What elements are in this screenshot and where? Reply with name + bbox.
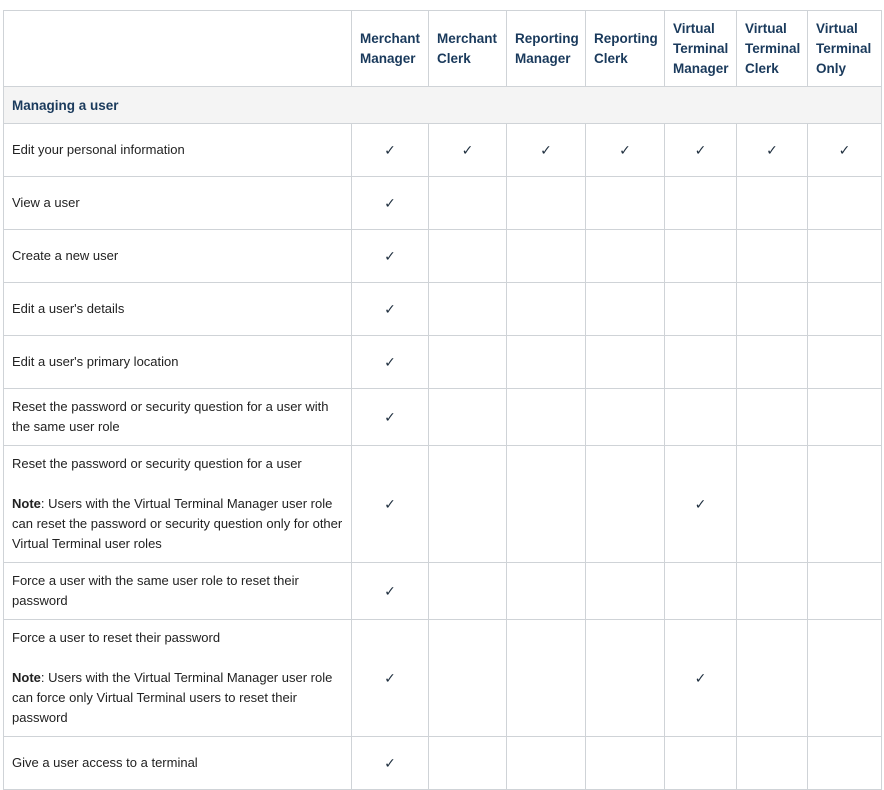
empty-cell xyxy=(808,177,882,230)
note-text: : Users with the Virtual Terminal Manager user role can reset the password or security question only for other Virtual Terminal user roles xyxy=(12,496,343,551)
permission-label xyxy=(4,283,352,336)
empty-cell xyxy=(665,177,737,230)
empty-cell xyxy=(737,230,808,283)
check-icon: ✓ xyxy=(737,124,808,177)
empty-cell xyxy=(586,230,665,283)
check-icon: ✓ xyxy=(352,446,429,563)
permission-text: Create a new user xyxy=(12,248,119,263)
empty-cell xyxy=(507,620,586,737)
empty-cell xyxy=(429,177,507,230)
check-icon: ✓ xyxy=(507,124,586,177)
empty-cell xyxy=(665,737,737,790)
empty-cell xyxy=(429,563,507,620)
note-text: : Users with the Virtual Terminal Manager user role can force only Virtual Terminal users to reset their password xyxy=(12,670,333,725)
table-row xyxy=(4,446,882,563)
note-label: Note xyxy=(12,670,41,685)
check-icon: ✓ xyxy=(352,336,429,389)
check-icon: ✓ xyxy=(808,124,882,177)
permission-text: View a user xyxy=(12,195,80,210)
empty-cell xyxy=(429,389,507,446)
table-row xyxy=(4,389,882,446)
empty-cell xyxy=(507,737,586,790)
permission-label xyxy=(4,230,352,283)
empty-cell xyxy=(808,737,882,790)
column-header-merchant-clerk: Merchant Clerk xyxy=(429,11,507,87)
table-row xyxy=(4,124,882,177)
table-row xyxy=(4,177,882,230)
check-icon: ✓ xyxy=(352,389,429,446)
permission-label xyxy=(4,620,352,737)
empty-cell xyxy=(429,620,507,737)
empty-cell xyxy=(586,446,665,563)
empty-cell xyxy=(507,177,586,230)
check-icon: ✓ xyxy=(352,177,429,230)
empty-cell xyxy=(586,283,665,336)
section-row xyxy=(4,87,882,124)
permission-text: Edit your personal information xyxy=(12,142,185,157)
check-icon: ✓ xyxy=(352,230,429,283)
empty-cell xyxy=(808,446,882,563)
note-label: Note xyxy=(12,496,41,511)
empty-cell xyxy=(586,336,665,389)
table-row xyxy=(4,737,882,790)
permission-label xyxy=(4,737,352,790)
empty-cell xyxy=(665,230,737,283)
empty-cell xyxy=(429,283,507,336)
check-icon: ✓ xyxy=(352,563,429,620)
permission-text: Edit a user's primary location xyxy=(12,354,179,369)
table-row xyxy=(4,336,882,389)
column-header-virtual-terminal-only: Virtual Terminal Only xyxy=(808,11,882,87)
empty-cell xyxy=(737,737,808,790)
empty-cell xyxy=(429,737,507,790)
check-icon: ✓ xyxy=(665,446,737,563)
empty-cell xyxy=(737,389,808,446)
empty-cell xyxy=(808,563,882,620)
check-icon: ✓ xyxy=(352,737,429,790)
header-row xyxy=(4,11,882,87)
permission-label xyxy=(4,124,352,177)
check-icon: ✓ xyxy=(352,283,429,336)
permissions-table xyxy=(3,10,882,790)
table-row xyxy=(4,283,882,336)
permission-label xyxy=(4,336,352,389)
section-title: Managing a user xyxy=(4,87,882,124)
empty-cell xyxy=(665,389,737,446)
empty-cell xyxy=(429,336,507,389)
empty-cell xyxy=(586,563,665,620)
empty-cell xyxy=(665,283,737,336)
empty-cell xyxy=(737,283,808,336)
empty-cell xyxy=(737,620,808,737)
permission-text: Force a user to reset their password xyxy=(12,630,221,645)
table-row xyxy=(4,620,882,737)
empty-cell xyxy=(429,230,507,283)
empty-cell xyxy=(737,563,808,620)
empty-cell xyxy=(429,446,507,563)
empty-cell xyxy=(665,563,737,620)
empty-cell xyxy=(808,336,882,389)
column-header-reporting-clerk: Reporting Clerk xyxy=(586,11,665,87)
check-icon: ✓ xyxy=(429,124,507,177)
table-row xyxy=(4,563,882,620)
empty-cell xyxy=(507,389,586,446)
check-icon: ✓ xyxy=(586,124,665,177)
empty-cell xyxy=(737,336,808,389)
empty-cell xyxy=(507,336,586,389)
permission-text: Reset the password or security question for a user xyxy=(12,456,302,471)
column-header-merchant-manager: Merchant Manager xyxy=(352,11,429,87)
table-row xyxy=(4,230,882,283)
empty-cell xyxy=(808,230,882,283)
permission-text: Give a user access to a terminal xyxy=(12,755,198,770)
check-icon: ✓ xyxy=(352,124,429,177)
empty-cell xyxy=(507,563,586,620)
column-header-virtual-terminal-manager: Virtual Terminal Manager xyxy=(665,11,737,87)
check-icon: ✓ xyxy=(665,620,737,737)
empty-cell xyxy=(586,737,665,790)
column-header-reporting-manager: Reporting Manager xyxy=(507,11,586,87)
empty-cell xyxy=(586,389,665,446)
permission-label xyxy=(4,389,352,446)
permission-text: Reset the password or security question for a user with the same user role xyxy=(12,399,329,434)
permission-label xyxy=(4,563,352,620)
empty-cell xyxy=(507,446,586,563)
empty-cell xyxy=(586,177,665,230)
permission-text: Edit a user's details xyxy=(12,301,125,316)
empty-cell xyxy=(665,336,737,389)
empty-cell xyxy=(808,389,882,446)
empty-cell xyxy=(586,620,665,737)
column-header-virtual-terminal-clerk: Virtual Terminal Clerk xyxy=(737,11,808,87)
empty-cell xyxy=(808,620,882,737)
header-empty-cell xyxy=(4,11,352,87)
check-icon: ✓ xyxy=(352,620,429,737)
empty-cell xyxy=(507,283,586,336)
empty-cell xyxy=(737,446,808,563)
empty-cell xyxy=(507,230,586,283)
permission-label xyxy=(4,177,352,230)
permission-text: Force a user with the same user role to reset their password xyxy=(12,573,299,608)
check-icon: ✓ xyxy=(665,124,737,177)
empty-cell xyxy=(808,283,882,336)
empty-cell xyxy=(737,177,808,230)
permission-label xyxy=(4,446,352,563)
